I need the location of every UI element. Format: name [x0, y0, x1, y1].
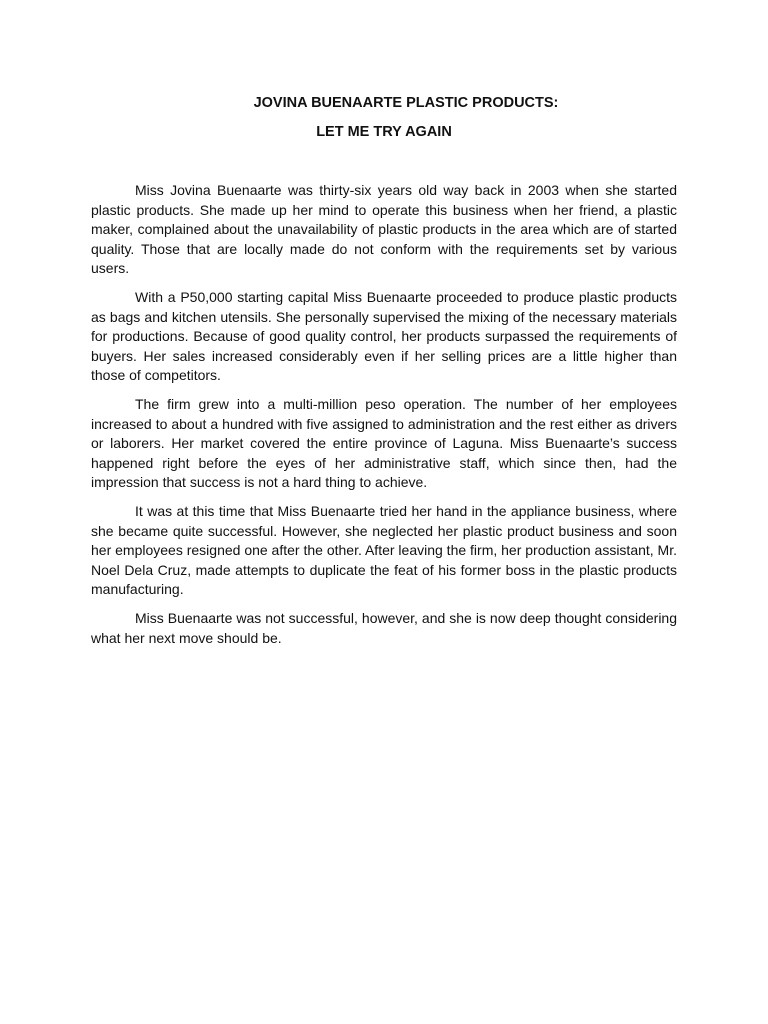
document-title: JOVINA BUENAARTE PLASTIC PRODUCTS: [253, 95, 559, 111]
paragraph-5: Miss Buenaarte was not successful, however, and she is now deep thought considering what her next move should be. [91, 610, 677, 646]
paragraph-1: Miss Jovina Buenaarte was thirty-six years old way back in 2003 when she started plastic products. She made up her mind to operate this business when her friend, a plastic maker, complained about the unavailability of plastic products in the area which are of started quality. Those that are locally made do not conform with the requirements set by various users. [91, 182, 677, 276]
paragraph-3: The firm grew into a multi-million peso operation. The number of her employees increased to about a hundred with five assigned to administration and the rest either as drivers or laborers. Her market covered the entire province of Laguna. Miss Buenaarte’s success happened right before the eyes of her administrative staff, which since then, had the impression that success is not a hard thing to achieve. [91, 396, 677, 490]
paragraph-4: It was at this time that Miss Buenaarte tried her hand in the appliance business, where she became quite successful. However, she neglected her plastic product business and soon her employees resigned one after the other. After leaving the firm, her production assistant, Mr. Noel Dela Cruz, made attempts to duplicate the feat of his former boss in the plastic products manufacturing. [91, 503, 677, 597]
document-subtitle: LET ME TRY AGAIN [316, 124, 452, 140]
paragraph-2: With a P50,000 starting capital Miss Buenaarte proceeded to produce plastic products as bags and kitchen utensils. She personally supervised the mixing of the necessary materials for productions. Because of good quality control, her products surpassed the requirements of buyers. Her sales increased considerably even if her selling prices are a little higher than those of competitors. [91, 289, 677, 383]
document-body [91, 181, 677, 658]
